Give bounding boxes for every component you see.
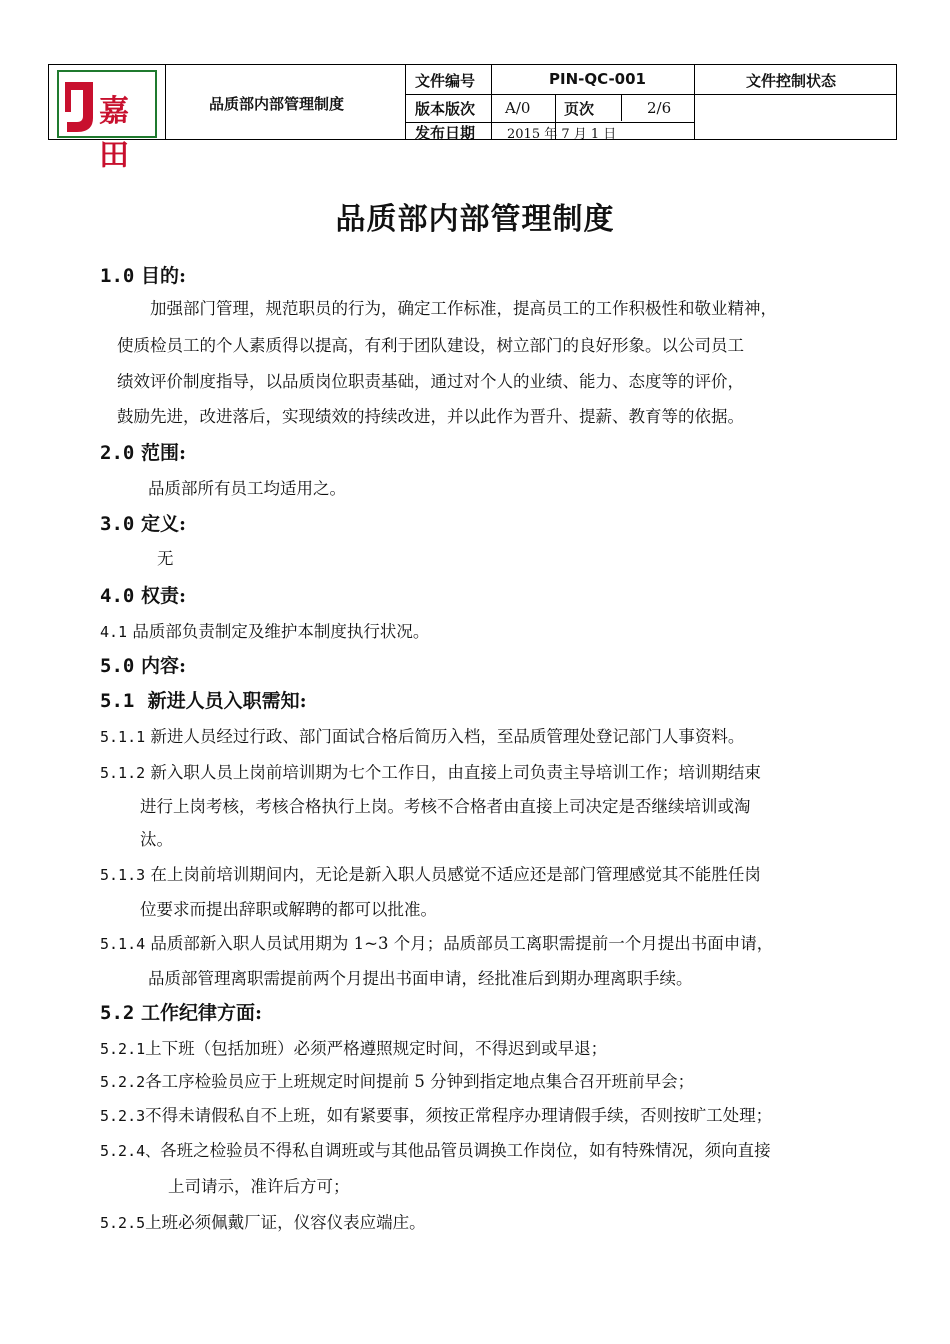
clause-number: 5.2.4、 (100, 1142, 161, 1160)
clause-5-2-3 (100, 1102, 772, 1126)
clause-text: 上班必须佩戴厂证，仪容仪表应端庄。 (145, 1213, 426, 1232)
purpose-line: 绩效评价制度指导，以品质岗位职责基础，通过对个人的业绩、能力、态度等的评价， (117, 372, 744, 391)
section-number: 3.0 (100, 513, 135, 535)
subsection-heading-onboarding (100, 686, 307, 713)
header-doc-title: 品质部内部管理制度 (209, 95, 345, 113)
issue-date-value: 2015 年 7 月 1 日 (507, 127, 617, 142)
clause-text: 各工序检验员应于上班规定时间提前 5 分钟到指定地点集合召开班前早会； (145, 1072, 695, 1091)
clause-5-2-1 (100, 1035, 607, 1059)
clause-number: 5.2.1 (100, 1040, 146, 1058)
section-number: 5.1 (100, 690, 135, 712)
clause-text: 各班之检验员不得私自调班或与其他品管员调换工作岗位，如有特殊情况，须向直接 (160, 1141, 771, 1160)
clause-4-1 (100, 618, 429, 642)
clause-number: 5.1.3 (100, 866, 146, 884)
clause-5-2-2 (100, 1068, 694, 1092)
company-logo (57, 70, 157, 173)
section-number: 2.0 (100, 442, 135, 464)
page-title: 品质部内部管理制度 (335, 202, 615, 237)
header-divider (405, 94, 897, 95)
clause-text: 在上岗前培训期间内，无论是新入职人员感觉不适应还是部门管理感觉其不能胜任岗 (150, 865, 761, 884)
logo-text: 嘉田 (99, 94, 130, 173)
clause-continuation: 进行上岗考核，考核合格执行上岗。考核不合格者由直接上司决定是否继续培训或淘 (140, 797, 751, 816)
section-number: 1.0 (100, 265, 135, 287)
clause-number: 5.2.2 (100, 1073, 146, 1091)
clause-text: 上下班（包括加班）必须严格遵照规定时间，不得迟到或早退； (145, 1039, 608, 1058)
clause-text: 不得未请假私自不上班，如有紧要事，须按正常程序办理请假手续，否则按旷工处理； (145, 1106, 773, 1125)
control-status-label: 文件控制状态 (746, 72, 837, 90)
clause-number: 5.1.4 (100, 935, 146, 953)
definition-text: 无 (157, 549, 174, 568)
header-divider (405, 65, 406, 139)
section-title: 范围: (140, 442, 186, 464)
scope-text: 品质部所有员工均适用之。 (148, 479, 346, 498)
version-label: 版本版次 (415, 100, 476, 118)
clause-5-1-1 (100, 723, 744, 747)
section-heading-definition (100, 509, 186, 536)
header-divider (621, 94, 622, 121)
clause-number: 5.2.5 (100, 1214, 146, 1232)
section-title: 定义: (140, 513, 186, 535)
clause-continuation: 汰。 (140, 830, 173, 849)
section-title: 内容: (140, 655, 186, 677)
clause-5-2-5 (100, 1209, 426, 1233)
clause-number: 4.1 (100, 623, 128, 641)
clause-text: 品质部新入职人员试用期为 1~3 个月；品质部员工离职需提前一个月提出书面申请， (150, 934, 774, 953)
header-divider (491, 65, 492, 139)
clause-text: 新进人员经过行政、部门面试合格后简历入档，至品质管理处登记部门人事资料。 (150, 727, 745, 746)
clause-number: 5.2.3 (100, 1107, 146, 1125)
section-heading-scope (100, 438, 186, 465)
doc-number-label: 文件编号 (415, 72, 476, 90)
section-title: 工作纪律方面: (140, 1002, 262, 1024)
logo-mark-icon (63, 78, 95, 134)
clause-number: 5.1.1 (100, 728, 146, 746)
section-number: 5.2 (100, 1002, 135, 1024)
purpose-line: 加强部门管理，规范职员的行为，确定工作标准，提高员工的工作积极性和敬业精神， (150, 299, 777, 318)
section-title: 权责: (140, 585, 186, 607)
document-header-table (48, 64, 897, 173)
purpose-line: 使质检员工的个人素质得以提高，有利于团队建设，树立部门的良好形象。以公司员工 (117, 336, 744, 355)
page-label: 页次 (564, 100, 595, 118)
subsection-heading-discipline (100, 998, 262, 1025)
clause-5-1-3 (100, 861, 761, 885)
version-value: A/0 (505, 99, 531, 117)
page-value: 2/6 (647, 99, 672, 117)
clause-continuation: 上司请示，准许后方可； (168, 1177, 350, 1196)
clause-continuation: 位要求而提出辞职或解聘的都可以批准。 (140, 900, 437, 919)
section-heading-responsibility (100, 581, 186, 608)
doc-number-value: PIN-QC-001 (549, 70, 646, 88)
section-number: 5.0 (100, 655, 135, 677)
clause-number: 5.1.2 (100, 764, 146, 782)
issue-date-label: 发布日期 (415, 124, 476, 142)
purpose-line: 鼓励先进，改进落后，实现绩效的持续改进，并以此作为晋升、提薪、教育等的依据。 (117, 407, 744, 426)
clause-text: 新入职人员上岗前培训期为七个工作日，由直接上司负责主导培训工作；培训期结束 (150, 763, 761, 782)
section-title: 新进人员入职需知: (147, 690, 307, 712)
section-heading-purpose (100, 261, 186, 288)
clause-text: 品质部负责制定及维护本制度执行状况。 (132, 622, 430, 641)
header-divider (165, 65, 166, 139)
header-divider (694, 65, 695, 139)
clause-5-1-4 (100, 930, 773, 954)
clause-continuation: 品质部管理离职需提前两个月提出书面申请，经批准后到期办理离职手续。 (148, 969, 693, 988)
section-title: 目的: (140, 265, 186, 287)
section-heading-content (100, 651, 186, 678)
clause-5-1-2 (100, 759, 761, 783)
section-number: 4.0 (100, 585, 135, 607)
clause-5-2-4 (100, 1137, 771, 1161)
